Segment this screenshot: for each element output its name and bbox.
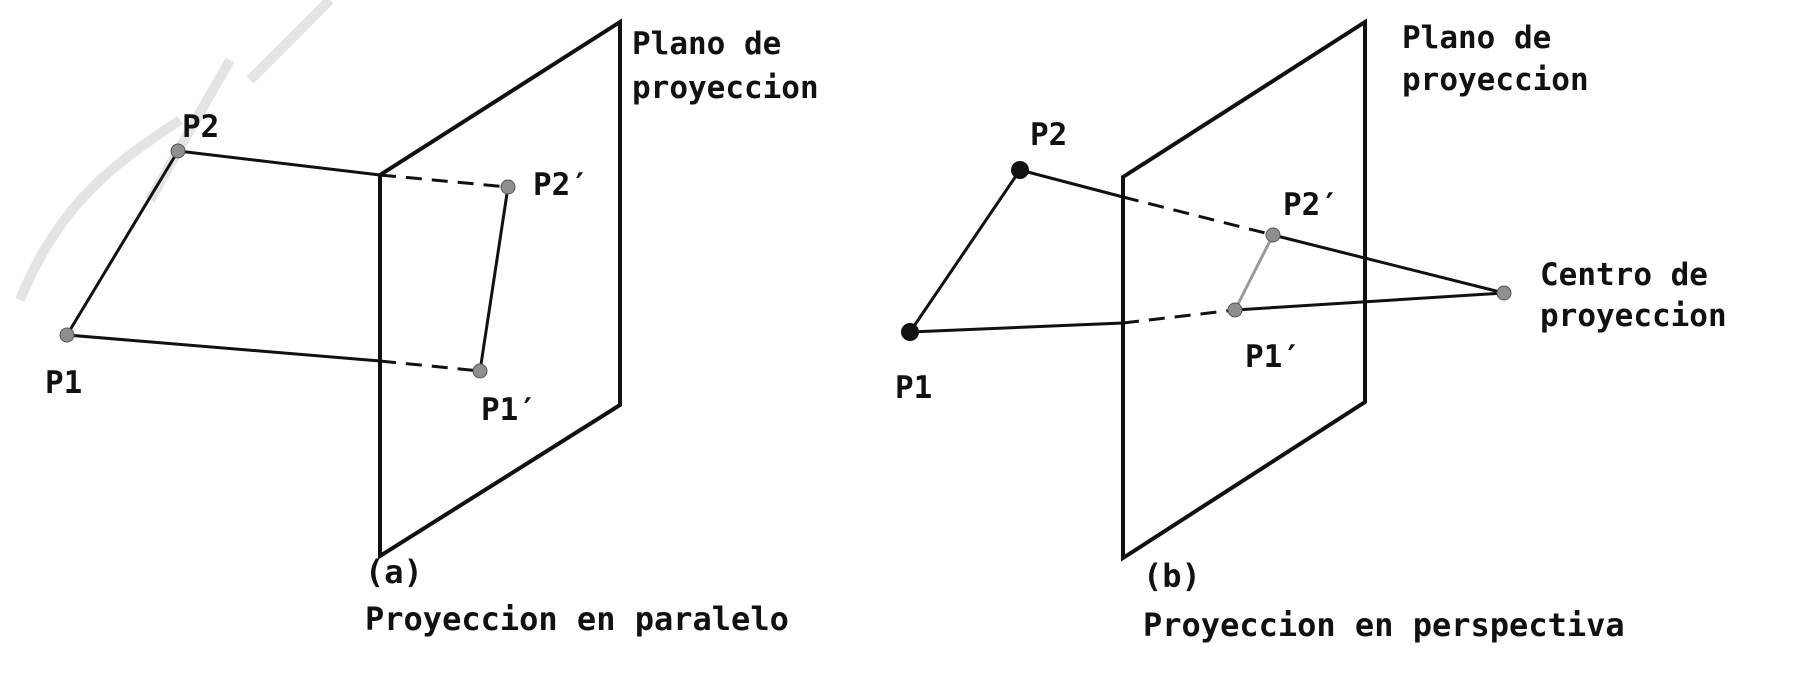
center-of-projection-point xyxy=(1497,286,1511,300)
plane-label-line1-b: Plano de xyxy=(1402,20,1552,56)
label-p2-proj-a: P2′ xyxy=(533,167,589,203)
point-p1-b xyxy=(901,323,919,341)
perspective-projection-diagram xyxy=(895,20,1727,644)
projected-segment-a xyxy=(480,187,508,371)
plane-label-line2-a: proyeccion xyxy=(632,70,819,106)
projector-p2-to-center-b xyxy=(1273,235,1504,293)
projector-p1-a xyxy=(67,335,380,361)
projected-segment-b xyxy=(1235,235,1273,310)
label-p1-proj-a: P1′ xyxy=(481,392,537,428)
projector-p1-b xyxy=(910,323,1123,332)
caption-letter-b: (b) xyxy=(1143,557,1201,595)
label-p1-a: P1 xyxy=(45,365,83,401)
label-p1-b: P1 xyxy=(895,370,933,406)
center-label-line1: Centro de xyxy=(1540,257,1708,293)
point-p1-proj-b xyxy=(1228,303,1242,317)
point-p2-proj-a xyxy=(501,180,515,194)
parallel-projection-diagram xyxy=(45,22,819,638)
projector-p2-a xyxy=(178,151,380,175)
projection-plane-a xyxy=(380,22,620,556)
plane-label-line2-b: proyeccion xyxy=(1402,62,1589,98)
caption-a: Proyeccion en paralelo xyxy=(365,600,789,638)
segment-p1-p2-b xyxy=(910,170,1020,332)
label-p2-b: P2 xyxy=(1030,117,1068,153)
label-p2-a: P2 xyxy=(182,109,220,145)
point-p1-proj-a xyxy=(473,364,487,378)
projector-p2-dashed-b xyxy=(1123,197,1273,235)
segment-p1-p2-a xyxy=(67,151,178,335)
projector-p2-dashed-a xyxy=(380,175,508,187)
point-p2-a xyxy=(171,144,185,158)
projector-p1-to-center-b xyxy=(1235,293,1504,310)
projector-p1-dashed-b xyxy=(1123,310,1235,323)
caption-letter-a: (a) xyxy=(365,553,423,591)
point-p1-a xyxy=(60,328,74,342)
caption-b: Proyeccion en perspectiva xyxy=(1143,606,1625,644)
projector-p2-b xyxy=(1020,170,1123,197)
point-p2-b xyxy=(1011,161,1029,179)
projector-p1-dashed-a xyxy=(380,361,480,371)
point-p2-proj-b xyxy=(1266,228,1280,242)
center-label-line2: proyeccion xyxy=(1540,298,1727,334)
label-p1-proj-b: P1′ xyxy=(1245,339,1301,375)
plane-label-line1-a: Plano de xyxy=(632,26,782,62)
label-p2-proj-b: P2′ xyxy=(1283,187,1339,223)
